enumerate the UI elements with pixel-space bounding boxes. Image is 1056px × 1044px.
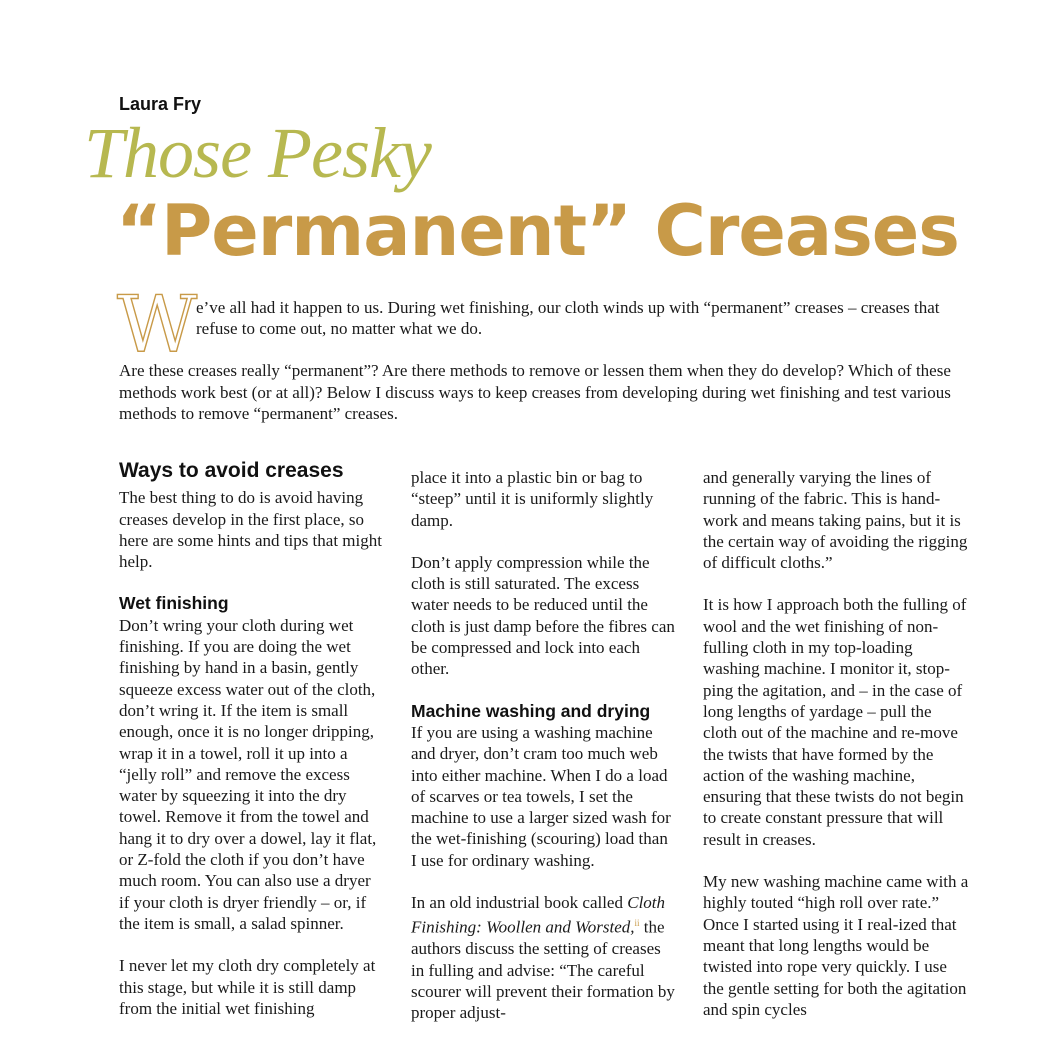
col1-paragraph-2: Don’t wring your cloth during wet finishing. If you are doing the wet finishing by hand in a basin, gently squeeze excess water out of the cloth, don’t wring it. If the item is small enough, once it is no longer dripping, wrap it in a towel, roll it up into a “jelly roll” and remove the excess water by squeezing it into the dry towel. Remove it from the towel and hang it to dry over a dowel, lay it flat, or Z-fold the cloth if you don’t have much room. You can also use a dryer if your cloth is dryer friendly – or, if the item is small, a salad spinner.	[119, 615, 377, 933]
col1-paragraph-1: The best thing to do is avoid having creases develop in the first place, so here are some hints and tips that might help.	[119, 488, 382, 572]
col2-p4-tail: the authors discuss the setting of creases in fulling and advise: “The careful scourer will prevent their formation by proper adjust-	[411, 918, 675, 1023]
col2-paragraph-4	[411, 892, 677, 1023]
column-2	[411, 467, 677, 1044]
col2-paragraph-1: place it into a plastic bin or bag to “steep” until it is uniformly slightly damp.	[411, 468, 654, 530]
title-line-1: Those Pesky	[84, 113, 431, 193]
subheading-wet-finishing: Wet finishing	[119, 593, 229, 614]
col3-paragraph-1: and generally varying the lines of running of the fabric. This is hand-work and means taking pains, but it is the certain way of avoiding the rigging of difficult cloths.”	[703, 468, 968, 573]
column-3	[703, 467, 969, 1041]
section-heading-avoid-creases: Ways to avoid creases	[119, 459, 344, 482]
author-byline: Laura Fry	[119, 94, 202, 114]
intro-paragraph-1: e’ve all had it happen to us. During wet finishing, our cloth winds up with “permanent” creases – creases that refuse to come out, no matter what we do.	[196, 298, 940, 338]
title-line-2: “Permanent” Creases	[116, 190, 959, 272]
col2-paragraph-3: If you are using a washing machine and dryer, don’t cram too much web into either machine. When I do a load of scarves or tea towels, I set the machine to use a larger sized wash for the wet-finishing (scouring) load than I use for ordinary washing.	[411, 722, 671, 870]
col1-paragraph-3: I never let my cloth dry completely at this stage, but while it is still damp from the initial wet finishing	[119, 956, 376, 1018]
intro-paragraph-2: Are these creases really “permanent”? Are there methods to remove or lessen them when they do develop? Which of these methods work best (or at all)? Below I discuss ways to keep creases from developing during wet finishing and test various methods to remove “permanent” creases.	[119, 361, 951, 423]
col3-paragraph-3: My new washing machine came with a highly touted “high roll over rate.” Once I started using it I real-ized that meant that long lengths would be twisted into rope very quickly. I use the gentle setting for both the agitation and spin cycles	[703, 872, 969, 1019]
book-title: Cloth Finishing: Woollen and Worsted,	[411, 893, 666, 937]
subheading-machine-washing: Machine washing and drying	[411, 700, 651, 721]
col3-paragraph-2: It is how I approach both the fulling of wool and the wet finishing of non-fulling cloth in my top-loading washing machine. I monitor it, stop-ping the agitation, and – in the case of long lengths of yardage – pull the cloth out of the machine and re-move the twists that have formed by the action of the washing machine, ensuring that these twists do not begin to create constant pressure that will result in creases.	[703, 595, 967, 849]
footnote-ref: ii	[634, 918, 640, 929]
col2-p4-lead: In an old industrial book called	[411, 893, 628, 913]
col2-paragraph-2: Don’t apply compression while the cloth is still saturated. The excess water needs to be reduced until the cloth is just damp before the fibres can be compressed and lock into each other.	[411, 552, 675, 679]
column-1	[119, 460, 385, 1040]
drop-cap: W	[117, 280, 198, 370]
